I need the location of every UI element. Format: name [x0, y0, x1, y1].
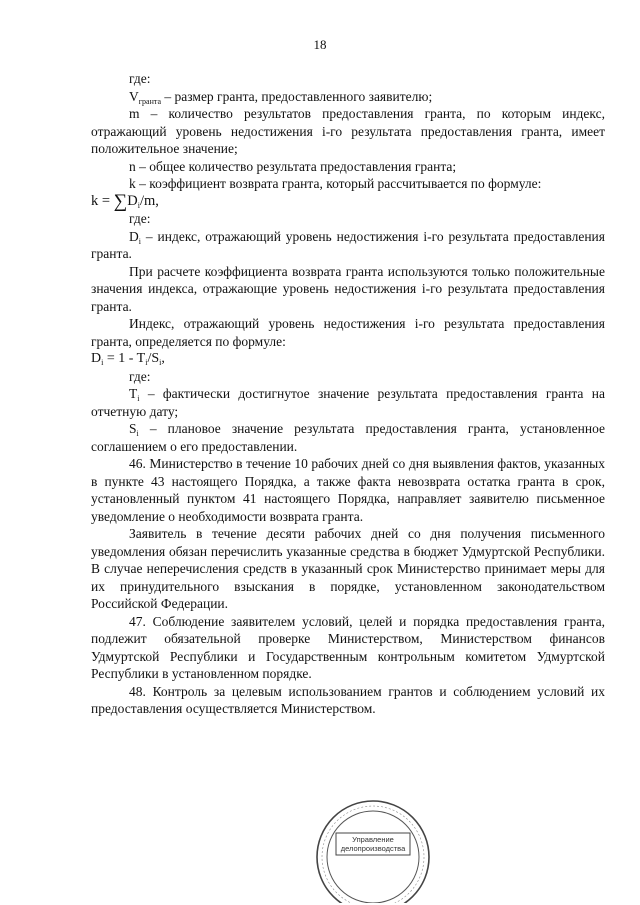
d-definition: $D_i$ – индекс, отражающий уровень недостижения i-го результата предоставления гранта. [91, 228, 605, 261]
seal-line-2: делопроизводства [340, 844, 406, 853]
where-label-3: где: [129, 368, 151, 384]
paragraph-48: 48. Контроль за целевым использованием грантов и соблюдением условий их предоставления осуществляется Министерством. [91, 683, 605, 716]
v-grant-definition: $V_{гранта}$ – размер гранта, предоставленного заявителю; [129, 88, 433, 106]
s-definition: $S_i$ – плановое значение результата предоставления гранта, установленное соглашением о его предоставлении. [91, 421, 605, 454]
formula-d: $D_i = 1 - T_i/S_i$, [91, 351, 165, 367]
paragraph-46-continued: Заявитель в течение десяти рабочих дней со дня получения письменного уведомления обязан перечислить указанные средства в бюджет Удмуртской Республики. В случае неперечисления средств в указанный срок Министерство принимает меры для их принудительного взыскания в порядке, установленном законодательством Российской Федерации. [91, 526, 605, 611]
where-label-2: где: [129, 211, 151, 226]
m-definition: m – количество результатов предоставления гранта, по которым индекс, отражающий уровень недостижения i-го результата предоставления гранта, имеет положительное значение; [91, 106, 605, 156]
page-number: 18 [313, 37, 327, 52]
where-label: где: [129, 71, 151, 86]
calculation-note: При расчете коэффициента возврата гранта используются только положительные значения индекса, отражающие уровень недостижения i-го результата предоставления гранта. [91, 263, 605, 314]
formula-k: $k = \sum D_i/m$, [91, 190, 159, 212]
k-definition: k – коэффициент возврата гранта, который рассчитывается по формуле: [129, 176, 542, 191]
paragraph-46: 46. Министерство в течение 10 рабочих дней со дня выявления фактов, указанных в пункте 43 настоящего Порядка, а также факта невозврата остатка гранта в срок, установленный пунктом 41 настоящего Порядка, направляет заявителю письменное уведомление о необходимости возврата гранта. [91, 456, 605, 524]
t-definition: $T_i$ – фактически достигнутое значение результата предоставления гранта на отчетную дату; [91, 386, 605, 419]
seal-line-1: Управление [352, 835, 394, 844]
official-seal-stamp [298, 795, 448, 903]
document-body [91, 70, 605, 718]
n-definition: n – общее количество результата предоставления гранта; [129, 158, 457, 174]
paragraph-47: 47. Соблюдение заявителем условий, целей и порядка предоставления гранта, подлежит обязательной проверке Министерством, Министерством финансов Удмуртской Республики и Государственным контрольным комитетом Удмуртской Республики в установленном порядке. [91, 613, 605, 681]
seal-inner-ring [327, 811, 419, 903]
index-intro: Индекс, отражающий уровень недостижения i-го результата предоставления гранта, определяется по формуле: [91, 316, 605, 349]
